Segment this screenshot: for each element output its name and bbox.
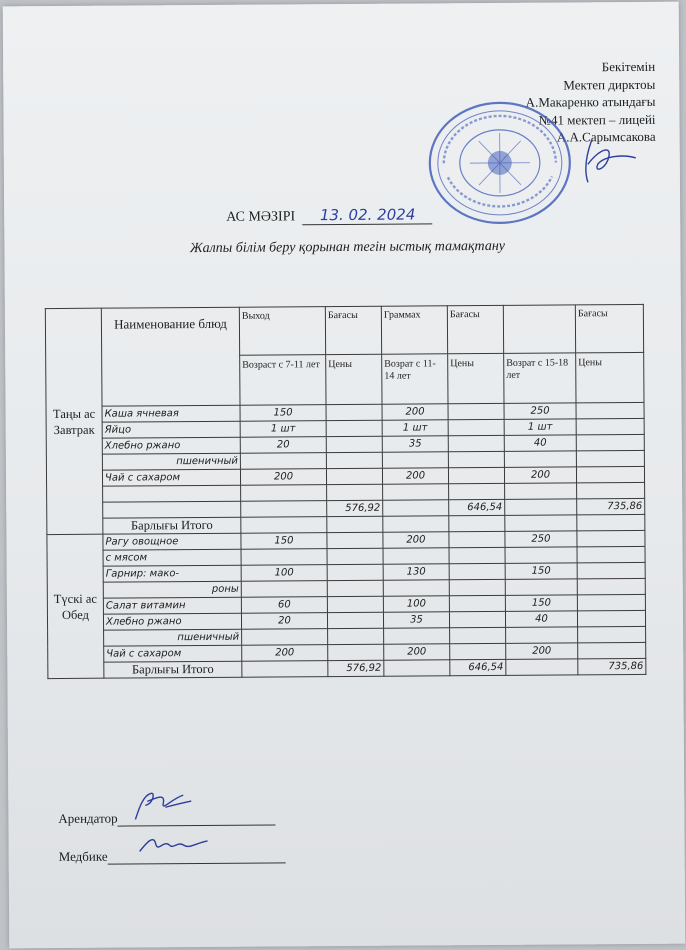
grams-15-18 bbox=[505, 547, 577, 564]
document-page bbox=[3, 2, 686, 949]
price-cell bbox=[327, 564, 383, 580]
price-cell bbox=[327, 596, 383, 612]
header-age-11-14: Возрат с 11-14 лет bbox=[382, 354, 448, 404]
grams-15-18: 40 bbox=[505, 611, 577, 628]
grams-7-11: 60 bbox=[241, 597, 327, 614]
title-label: АС МӘЗІРІ bbox=[226, 209, 296, 225]
price-cell bbox=[448, 435, 504, 451]
approval-line-3: А.Макаренко атындағы bbox=[525, 93, 656, 110]
price-cell bbox=[449, 595, 505, 611]
total-cell bbox=[505, 515, 577, 532]
grams-7-11: 150 bbox=[240, 405, 326, 422]
grams-7-11: 200 bbox=[240, 469, 326, 486]
lunch-price-15-18: 735,86 bbox=[578, 658, 646, 674]
total-cell bbox=[384, 660, 450, 676]
breakfast-price-7-11: 576,92 bbox=[327, 500, 383, 516]
grams-11-14: 130 bbox=[383, 564, 449, 580]
price-cell bbox=[449, 563, 505, 579]
price-cell bbox=[326, 420, 382, 436]
document-title bbox=[226, 205, 433, 225]
meal-label-breakfast: Таңы ас Завтрак bbox=[45, 308, 103, 534]
price-cell bbox=[576, 450, 644, 466]
price-cell bbox=[327, 548, 383, 564]
signature-blank bbox=[118, 806, 276, 826]
school-seal-stamp bbox=[425, 98, 574, 227]
dish-name: Каша ячневая bbox=[102, 405, 240, 422]
price-cell bbox=[449, 547, 505, 563]
price-cell bbox=[449, 531, 505, 547]
price-cell bbox=[326, 404, 382, 420]
grams-11-14 bbox=[383, 484, 449, 500]
grams-11-14: 100 bbox=[383, 596, 449, 612]
price-cell bbox=[576, 418, 644, 434]
price-cell bbox=[578, 642, 646, 658]
breakfast-total-label: Барлығы Итого bbox=[103, 517, 241, 534]
grams-15-18: 250 bbox=[505, 531, 577, 548]
grams-11-14: 35 bbox=[382, 436, 448, 452]
grams-11-14: 200 bbox=[382, 468, 448, 484]
dish-name: Хлебно ржано bbox=[103, 613, 241, 630]
grams-15-18 bbox=[505, 499, 577, 516]
price-cell bbox=[327, 484, 383, 500]
nurse-signature-line bbox=[59, 844, 286, 865]
total-cell bbox=[449, 515, 505, 531]
grams-11-14 bbox=[383, 500, 449, 516]
lunch-price-11-14: 646,54 bbox=[450, 659, 506, 675]
dish-name: Гарнир: мако- bbox=[103, 565, 241, 582]
dish-name: Хлебно ржано bbox=[102, 437, 240, 454]
lunch-price-7-11: 576,92 bbox=[328, 660, 384, 676]
total-cell bbox=[383, 516, 449, 532]
price-cell bbox=[328, 628, 384, 644]
dish-name bbox=[103, 501, 241, 518]
grams-7-11: 1 шт bbox=[240, 421, 326, 438]
table-header-row bbox=[45, 304, 643, 356]
dish-name: Рагу овощное bbox=[103, 533, 241, 550]
grams-11-14: 35 bbox=[383, 612, 449, 628]
grams-7-11: 20 bbox=[241, 613, 327, 630]
dish-name bbox=[103, 485, 241, 502]
approval-line-4: №41 мектеп – лицейі bbox=[538, 111, 656, 128]
header-age-15-18: Возрат с 15-18 лет bbox=[504, 353, 576, 404]
menu-table bbox=[45, 304, 647, 679]
tenant-label: Арендатор bbox=[58, 810, 118, 827]
price-cell bbox=[326, 468, 382, 484]
total-cell bbox=[577, 514, 645, 530]
price-cell bbox=[450, 643, 506, 659]
grams-11-14: 200 bbox=[383, 532, 449, 548]
header-tseny-3: Цены bbox=[576, 352, 644, 402]
price-cell bbox=[326, 436, 382, 452]
total-cell bbox=[241, 517, 327, 534]
header-tseny-1: Цены bbox=[326, 354, 382, 404]
breakfast-price-15-18: 735,86 bbox=[577, 498, 645, 514]
price-cell bbox=[576, 402, 644, 418]
grams-11-14: 200 bbox=[382, 404, 448, 420]
grams-15-18: 150 bbox=[505, 563, 577, 580]
price-cell bbox=[448, 467, 504, 483]
signature-blank bbox=[108, 844, 286, 864]
price-cell bbox=[327, 580, 383, 596]
approval-line-5: А.А.Сарымсакова bbox=[556, 128, 656, 145]
grams-15-18: 1 шт bbox=[504, 419, 576, 436]
price-cell bbox=[577, 610, 645, 626]
approval-line-1: Бекітемін bbox=[601, 58, 656, 75]
grams-11-14 bbox=[382, 452, 448, 468]
grams-15-18: 200 bbox=[506, 643, 578, 660]
price-cell bbox=[576, 466, 644, 482]
grams-15-18: 250 bbox=[504, 403, 576, 420]
grams-7-11: 100 bbox=[241, 565, 327, 582]
nurse-signature bbox=[133, 831, 213, 862]
tenant-signature-line bbox=[58, 806, 275, 827]
grams-7-11 bbox=[241, 581, 327, 598]
grams-15-18 bbox=[504, 451, 576, 468]
lunch-total-label: Барлығы Итого bbox=[104, 661, 242, 678]
director-signature bbox=[564, 138, 644, 187]
total-cell bbox=[327, 516, 383, 532]
grams-7-11: 20 bbox=[240, 437, 326, 454]
price-cell bbox=[577, 562, 645, 578]
price-cell bbox=[577, 578, 645, 594]
price-cell bbox=[576, 434, 644, 450]
price-cell bbox=[449, 579, 505, 595]
dish-name: с мясом bbox=[103, 549, 241, 566]
price-cell bbox=[577, 530, 645, 546]
header-vykhod: Выход bbox=[239, 307, 325, 356]
dish-name: Чай с сахаром bbox=[104, 645, 242, 662]
grams-7-11 bbox=[242, 629, 328, 646]
dish-name: пшеничный bbox=[104, 629, 242, 646]
grams-15-18: 150 bbox=[505, 595, 577, 612]
grams-15-18 bbox=[506, 627, 578, 644]
price-cell bbox=[449, 611, 505, 627]
dish-name: роны bbox=[103, 581, 241, 598]
price-cell bbox=[577, 546, 645, 562]
header-bagasy-2: Бағасы bbox=[447, 305, 503, 353]
header-tseny-2: Цены bbox=[448, 353, 504, 403]
price-cell bbox=[450, 627, 506, 643]
title-date: 13. 02. 2024 bbox=[303, 205, 433, 225]
header-dish: Наименование блюд bbox=[101, 307, 240, 406]
header-bagasy-1: Бағасы bbox=[325, 306, 381, 354]
grams-7-11 bbox=[240, 453, 326, 470]
grams-15-18: 40 bbox=[504, 435, 576, 452]
grams-15-18 bbox=[505, 483, 577, 500]
price-cell bbox=[448, 403, 504, 419]
grams-7-11 bbox=[241, 501, 327, 518]
dish-name: Чай с сахаром bbox=[102, 469, 240, 486]
price-cell bbox=[577, 594, 645, 610]
approval-line-2: Мектеп дирктоы bbox=[563, 76, 656, 92]
price-cell bbox=[326, 452, 382, 468]
header-age-7-11: Возраст с 7-11 лет bbox=[240, 355, 326, 406]
grams-15-18: 200 bbox=[504, 467, 576, 484]
price-cell bbox=[448, 419, 504, 435]
price-cell bbox=[448, 451, 504, 467]
grams-11-14 bbox=[383, 548, 449, 564]
meal-label-lunch: Түскі ас Обед bbox=[47, 534, 104, 678]
price-cell bbox=[578, 626, 646, 642]
document-subtitle: Жалпы білім беру қорынан тегін ыстық тамақтану bbox=[189, 238, 506, 257]
breakfast-price-11-14: 646,54 bbox=[449, 499, 505, 515]
header-bagasy-3: Бағасы bbox=[575, 304, 643, 352]
price-cell bbox=[449, 483, 505, 499]
grams-7-11 bbox=[241, 485, 327, 502]
header-empty bbox=[503, 305, 575, 354]
grams-11-14: 1 шт bbox=[382, 420, 448, 436]
dish-name: Салат витамин bbox=[103, 597, 241, 614]
grams-11-14: 200 bbox=[384, 644, 450, 660]
price-cell bbox=[328, 644, 384, 660]
grams-11-14 bbox=[383, 580, 449, 596]
grams-7-11: 150 bbox=[241, 533, 327, 550]
dish-name: Яйцо bbox=[102, 421, 240, 438]
price-cell bbox=[327, 612, 383, 628]
grams-15-18 bbox=[505, 579, 577, 596]
nurse-label: Медбике bbox=[58, 848, 108, 865]
grams-7-11: 200 bbox=[242, 645, 328, 662]
price-cell bbox=[577, 482, 645, 498]
tenant-signature bbox=[125, 789, 195, 823]
dish-name: пшеничный bbox=[102, 453, 240, 470]
price-cell bbox=[327, 532, 383, 548]
total-cell bbox=[242, 661, 328, 678]
grams-11-14 bbox=[384, 628, 450, 644]
header-grammakh: Граммах bbox=[381, 306, 447, 354]
total-cell bbox=[506, 659, 578, 676]
grams-7-11 bbox=[241, 549, 327, 566]
